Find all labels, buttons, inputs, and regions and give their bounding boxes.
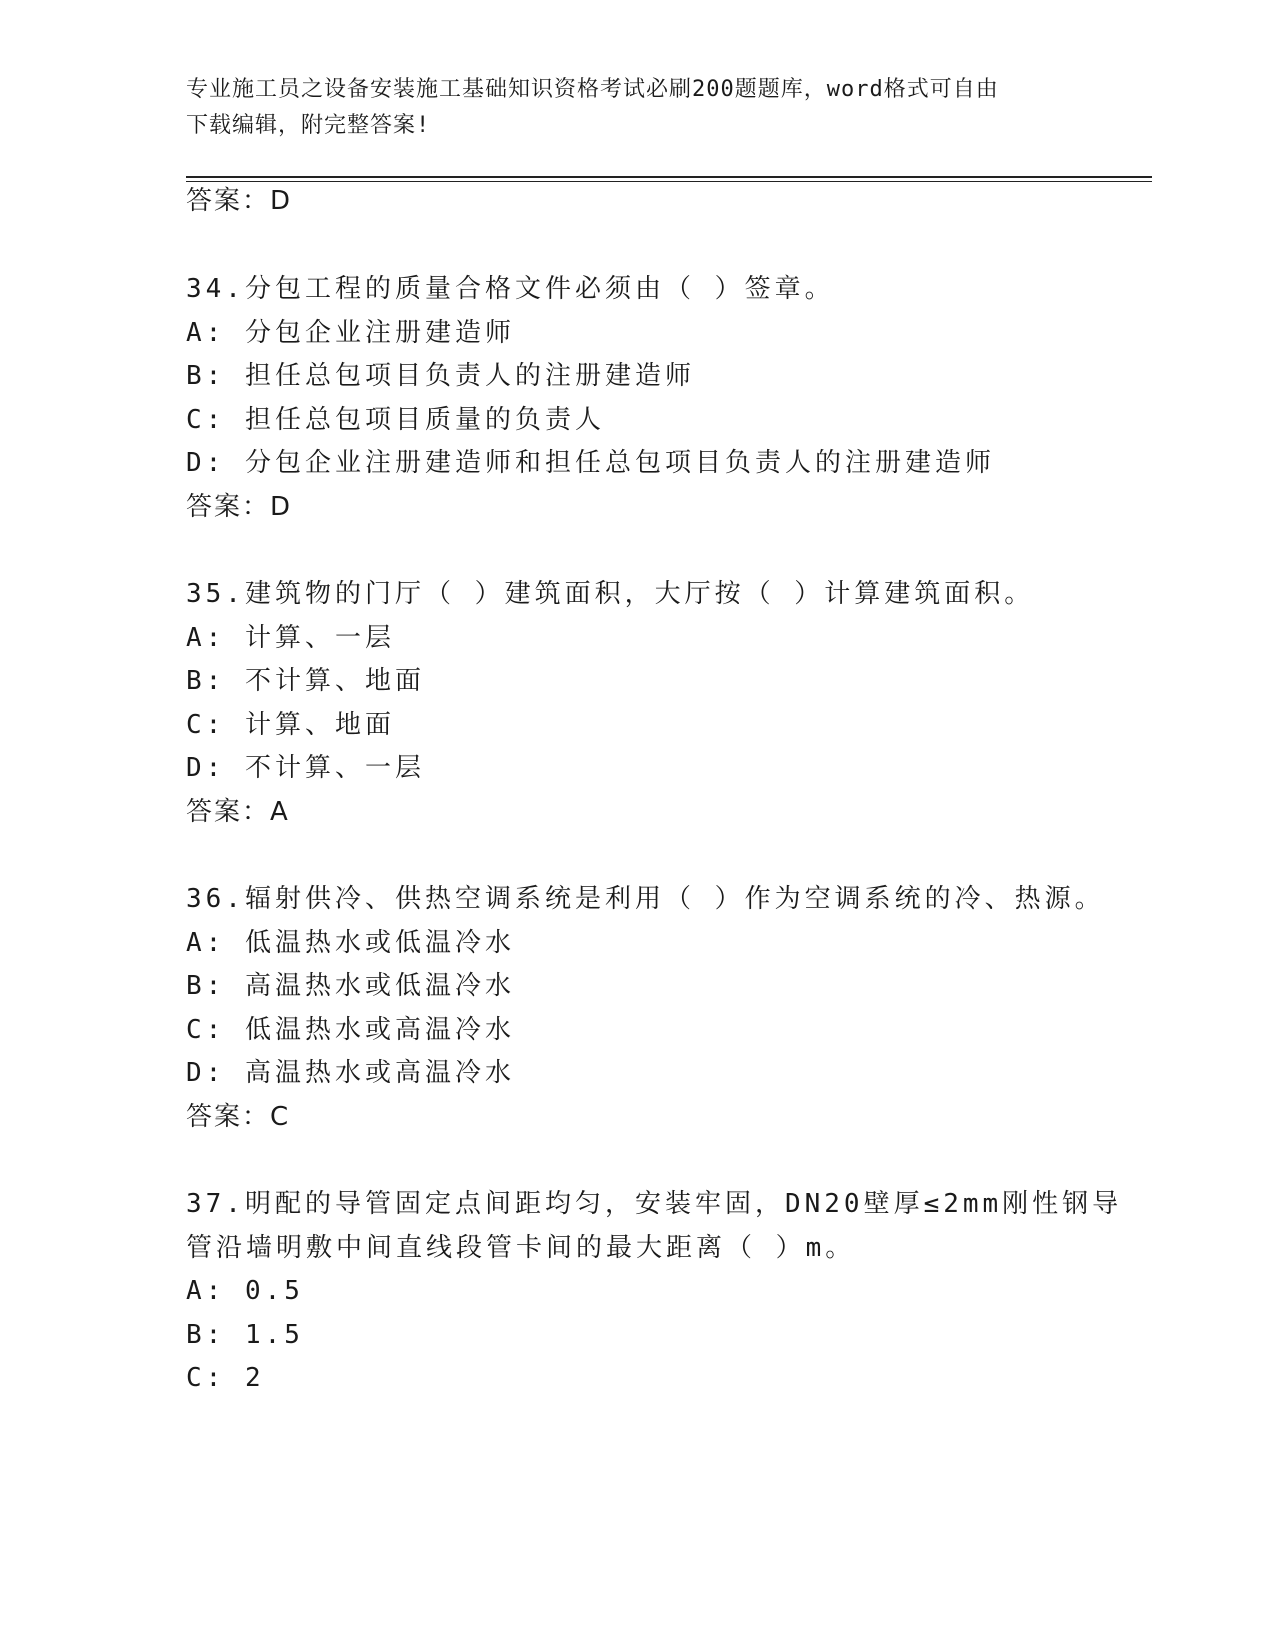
answer-label: 答案：	[186, 1102, 271, 1132]
page-header	[186, 72, 1066, 144]
header-line-2: 下载编辑，附完整答案!	[186, 113, 431, 138]
header-divider	[186, 176, 1152, 178]
header-divider-thin	[186, 181, 1152, 182]
answer-value: D	[270, 186, 292, 216]
answer-value: C	[270, 1102, 290, 1132]
answer-label: 答案：	[186, 492, 271, 522]
option-a: A: 计算、一层	[186, 623, 395, 653]
answer-label: 答案：	[186, 186, 271, 216]
option-b: B: 高温热水或低温冷水	[186, 971, 515, 1001]
option-d: D: 分包企业注册建造师和担任总包项目负责人的注册建造师	[186, 448, 995, 478]
option-d: D: 不计算、一层	[186, 753, 425, 783]
question-stem: 35.建筑物的门厅（ ）建筑面积，大厅按（ ）计算建筑面积。	[186, 579, 1035, 609]
question-stem: 36.辐射供冷、供热空调系统是利用（ ）作为空调系统的冷、热源。	[186, 884, 1105, 914]
option-c: C: 低温热水或高温冷水	[186, 1015, 515, 1045]
option-c: C: 2	[186, 1363, 265, 1393]
option-d: D: 高温热水或高温冷水	[186, 1058, 515, 1088]
option-b: B: 不计算、地面	[186, 666, 425, 696]
answer-value: D	[270, 492, 292, 522]
answer-line	[186, 184, 291, 218]
option-c: C: 计算、地面	[186, 710, 395, 740]
answer-line	[186, 1100, 289, 1134]
question-stem-continued: 管沿墙明敷中间直线段管卡间的最大距离（ ）m。	[186, 1233, 856, 1263]
answer-value: A	[270, 797, 289, 827]
question-stem: 34.分包工程的质量合格文件必须由（ ）签章。	[186, 274, 835, 304]
header-line-1: 专业施工员之设备安装施工基础知识资格考试必刷200题题库，word格式可自由	[186, 77, 999, 102]
option-a: A: 0.5	[186, 1276, 304, 1306]
answer-line	[186, 795, 289, 829]
answer-line	[186, 490, 291, 524]
answer-label: 答案：	[186, 797, 271, 827]
option-b: B: 担任总包项目负责人的注册建造师	[186, 361, 695, 391]
option-b: B: 1.5	[186, 1320, 304, 1350]
option-c: C: 担任总包项目质量的负责人	[186, 405, 605, 435]
question-stem: 37.明配的导管固定点间距均匀，安装牢固，DN20壁厚≤2mm刚性钢导	[186, 1189, 1123, 1219]
option-a: A: 分包企业注册建造师	[186, 318, 515, 348]
option-a: A: 低温热水或低温冷水	[186, 928, 515, 958]
